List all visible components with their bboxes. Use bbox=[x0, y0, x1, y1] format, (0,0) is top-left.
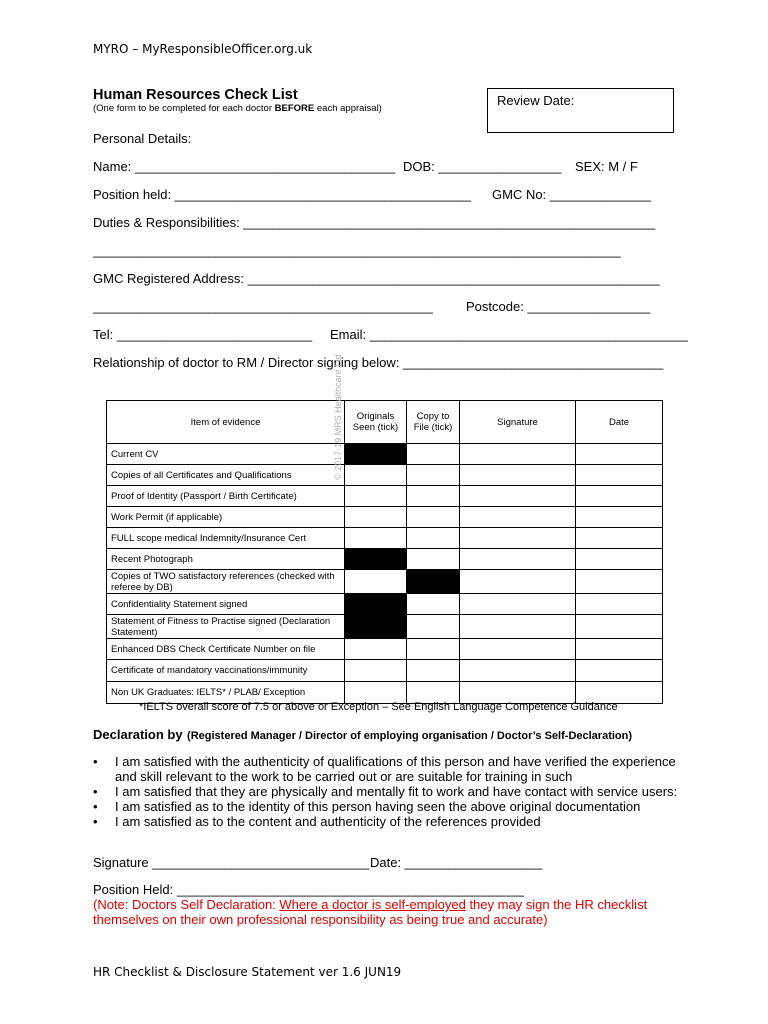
bullet-icon: • bbox=[93, 814, 98, 829]
row-label: Statement of Fitness to Practise signed (Declaration Statement) bbox=[107, 615, 345, 639]
footer-version: HR Checklist & Disclosure Statement ver 1.6 JUN19 bbox=[93, 965, 402, 979]
row-label: Recent Photograph bbox=[107, 549, 345, 570]
table-row bbox=[107, 528, 663, 549]
name-field[interactable]: Name: ____________________________________ bbox=[93, 159, 396, 174]
duties-field[interactable]: Duties & Responsibilities: _________________________________________________________ bbox=[93, 215, 656, 230]
blocked-cell bbox=[407, 570, 460, 594]
date-cell[interactable] bbox=[576, 549, 663, 570]
declaration-heading: Declaration by (Registered Manager / Director of employing organisation / Doctor’s Self-Declaration) bbox=[93, 727, 633, 742]
originals-tick-cell[interactable] bbox=[345, 660, 407, 682]
originals-tick-cell[interactable] bbox=[345, 486, 407, 507]
row-label: Non UK Graduates: IELTS* / PLAB/ Exception bbox=[107, 682, 345, 704]
blocked-cell bbox=[345, 594, 407, 615]
relationship-field[interactable]: Relationship of doctor to RM / Director signing below: ____________________________________ bbox=[93, 355, 664, 370]
declaration-item: I am satisfied as to the identity of this person having seen the above original documentation bbox=[115, 799, 641, 814]
signature-field[interactable]: Signature ______________________________ bbox=[93, 855, 370, 870]
dob-field[interactable]: DOB: _________________ bbox=[403, 159, 562, 174]
blocked-cell bbox=[345, 444, 407, 465]
table-row bbox=[107, 660, 663, 682]
date-cell[interactable] bbox=[576, 528, 663, 549]
date-cell[interactable] bbox=[576, 639, 663, 660]
page-title: Human Resources Check List bbox=[93, 87, 298, 103]
date-cell[interactable] bbox=[576, 444, 663, 465]
date-cell[interactable] bbox=[576, 594, 663, 615]
originals-tick-cell[interactable] bbox=[345, 570, 407, 594]
copy-tick-cell[interactable] bbox=[407, 444, 460, 465]
table-row bbox=[107, 465, 663, 486]
copy-tick-cell[interactable] bbox=[407, 639, 460, 660]
row-label: Confidentiality Statement signed bbox=[107, 594, 345, 615]
copy-tick-cell[interactable] bbox=[407, 465, 460, 486]
header-originals-seen: Originals Seen (tick) bbox=[345, 401, 407, 444]
date-cell[interactable] bbox=[576, 486, 663, 507]
date-cell[interactable] bbox=[576, 615, 663, 639]
bullet-icon: • bbox=[93, 784, 98, 799]
row-label: Copies of TWO satisfactory references (checked with referee by DB) bbox=[107, 570, 345, 594]
copy-tick-cell[interactable] bbox=[407, 549, 460, 570]
table-row bbox=[107, 570, 663, 594]
copy-tick-cell[interactable] bbox=[407, 486, 460, 507]
table-row bbox=[107, 549, 663, 570]
originals-tick-cell[interactable] bbox=[345, 639, 407, 660]
bullet-icon: • bbox=[93, 799, 98, 814]
table-row bbox=[107, 594, 663, 615]
table-header-row bbox=[107, 401, 663, 444]
row-label: FULL scope medical Indemnity/Insurance Cert bbox=[107, 528, 345, 549]
sex-field[interactable]: SEX: M / F bbox=[575, 159, 638, 174]
org-header: MYRO – MyResponsibleOfficer.org.uk bbox=[93, 42, 313, 56]
originals-tick-cell[interactable] bbox=[345, 507, 407, 528]
table-row bbox=[107, 639, 663, 660]
signature-cell[interactable] bbox=[460, 594, 576, 615]
date-cell[interactable] bbox=[576, 570, 663, 594]
copy-tick-cell[interactable] bbox=[407, 528, 460, 549]
gmc-address-field[interactable]: GMC Registered Address: _________________________________________________________ bbox=[93, 271, 660, 286]
signature-cell[interactable] bbox=[460, 615, 576, 639]
declaration-item: I am satisfied that they are physically and mentally fit to work and have contact with service users: bbox=[115, 784, 678, 799]
originals-tick-cell[interactable] bbox=[345, 528, 407, 549]
signature-cell[interactable] bbox=[460, 570, 576, 594]
header-signature: Signature bbox=[460, 401, 576, 444]
signature-cell[interactable] bbox=[460, 549, 576, 570]
copy-tick-cell[interactable] bbox=[407, 660, 460, 682]
evidence-table bbox=[106, 400, 663, 704]
row-label: Work Permit (if applicable) bbox=[107, 507, 345, 528]
header-item-of-evidence: Item of evidence bbox=[107, 401, 345, 444]
blocked-cell bbox=[345, 549, 407, 570]
declaration-item: I am satisfied with the authenticity of qualifications of this person and have verified the experience and skill relevant to the work to be carried out or are suitable for training in such bbox=[115, 754, 676, 784]
bullet-icon: • bbox=[93, 754, 98, 769]
table-row bbox=[107, 615, 663, 639]
copy-tick-cell[interactable] bbox=[407, 594, 460, 615]
row-label: Certificate of mandatory vaccinations/immunity bbox=[107, 660, 345, 682]
row-label: Copies of all Certificates and Qualifications bbox=[107, 465, 345, 486]
signature-cell[interactable] bbox=[460, 465, 576, 486]
date-cell[interactable] bbox=[576, 507, 663, 528]
row-label: Proof of Identity (Passport / Birth Certificate) bbox=[107, 486, 345, 507]
signature-cell[interactable] bbox=[460, 639, 576, 660]
review-date-box[interactable] bbox=[487, 88, 674, 133]
signature-cell[interactable] bbox=[460, 507, 576, 528]
row-label: Enhanced DBS Check Certificate Number on file bbox=[107, 639, 345, 660]
originals-tick-cell[interactable] bbox=[345, 465, 407, 486]
header-date: Date bbox=[576, 401, 663, 444]
copy-tick-cell[interactable] bbox=[407, 507, 460, 528]
personal-details-heading: Personal Details: bbox=[93, 131, 192, 146]
date-cell[interactable] bbox=[576, 465, 663, 486]
gmc-address-field-line2[interactable]: _______________________________________________ bbox=[93, 299, 433, 314]
signature-cell[interactable] bbox=[460, 660, 576, 682]
table-row bbox=[107, 507, 663, 528]
declaration-date-field[interactable]: Date: ___________________ bbox=[370, 855, 543, 870]
header-copy-to-file: Copy to File (tick) bbox=[407, 401, 460, 444]
table-row bbox=[107, 444, 663, 465]
gmc-no-field[interactable]: GMC No: ______________ bbox=[492, 187, 652, 202]
declaration-item: I am satisfied as to the content and authenticity of the references provided bbox=[115, 814, 541, 829]
duties-field-line2[interactable]: _________________________________________________________________________ bbox=[93, 243, 621, 258]
position-held-field[interactable]: Position held: _________________________________________ bbox=[93, 187, 472, 202]
self-declaration-note: (Note: Doctors Self Declaration: Where a doctor is self-employed they may sign the HR checklist themselves on their own professional responsibility as being true and accurate) bbox=[93, 897, 648, 927]
review-date-label: Review Date: bbox=[497, 93, 575, 108]
signature-cell[interactable] bbox=[460, 528, 576, 549]
blocked-cell bbox=[345, 615, 407, 639]
position-held-declaration-field[interactable]: Position Held: ________________________________________________ bbox=[93, 882, 524, 897]
date-cell[interactable] bbox=[576, 660, 663, 682]
copyright-watermark: © 2017-19 MRS Healthcare Ltd bbox=[333, 354, 343, 480]
signature-cell[interactable] bbox=[460, 444, 576, 465]
copy-tick-cell[interactable] bbox=[407, 615, 460, 639]
tel-field[interactable]: Tel: ___________________________ bbox=[93, 327, 313, 342]
email-field[interactable]: Email: ____________________________________________ bbox=[330, 327, 688, 342]
row-label: Current CV bbox=[107, 444, 345, 465]
ielts-footnote: *IELTS overall score of 7.5 or above or Exception – See English Language Competence Guidance bbox=[139, 701, 618, 713]
postcode-field[interactable]: Postcode: _________________ bbox=[466, 299, 651, 314]
signature-cell[interactable] bbox=[460, 486, 576, 507]
table-row bbox=[107, 486, 663, 507]
page-subtitle: (One form to be completed for each doctor BEFORE each appraisal) bbox=[93, 103, 382, 114]
